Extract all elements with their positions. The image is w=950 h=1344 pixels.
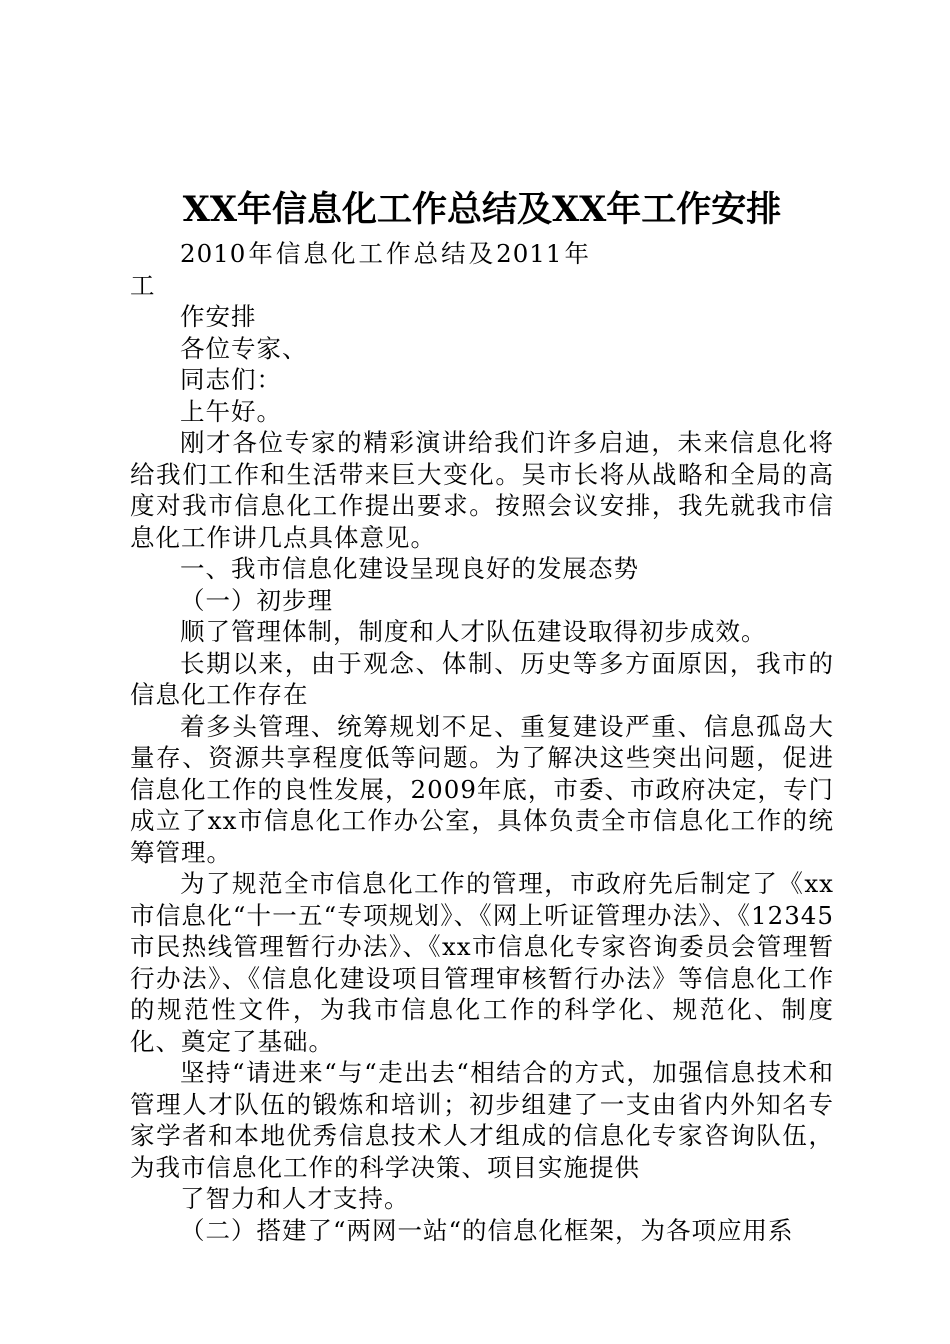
paragraph-regulations: 为了规范全市信息化工作的管理，市政府先后制定了《xx市信息化“十一五“专项规划》、《网上听证管理办法》、《12345市民热线管理暂行办法》、《xx市信息化专家咨询委员会管理暂行办法》、《信息化建设项目管理审核暂行办法》等信息化工作的规范性文件，为我市信息化工作的科学化、规范化、制度化、奠定了基础。 xyxy=(130,869,834,1056)
paragraph-management-system: 顺了管理体制，制度和人才队伍建设取得初步成效。 xyxy=(180,617,767,646)
paragraph-greeting-comrades: 同志们： xyxy=(180,365,282,394)
subsection-heading-1: （一）初步理 xyxy=(180,585,333,615)
paragraph-subtitle-line-2: 作安排 xyxy=(180,302,257,331)
paragraph-problems: 着多头管理、统筹规划不足、重复建设严重、信息孤岛大量存、资源共享程度低等问题。为了解决这些突出问题，促进信息化工作的良性发展，2009年底，市委、市政府决定，专门成立了xx市信息化工作办公室，具体负责全市信息化工作的统筹管理。 xyxy=(130,711,834,867)
paragraph-good-morning: 上午好。 xyxy=(180,396,282,426)
section-heading-1: 一、我市信息化建设呈现良好的发展态势 xyxy=(180,554,639,583)
paragraph-subtitle-line-1: 2010年信息化工作总结及2011年工 xyxy=(130,239,590,300)
document-title: XX年信息化工作总结及XX年工作安排 xyxy=(182,189,782,230)
document-page xyxy=(130,186,834,1246)
subsection-heading-2: （二）搭建了“两网一站“的信息化框架，为各项应用系 xyxy=(180,1215,794,1245)
paragraph-greeting-experts: 各位专家、 xyxy=(180,333,308,363)
document-body xyxy=(130,238,834,1246)
paragraph-long-term: 长期以来，由于观念、体制、历史等多方面原因，我市的信息化工作存在 xyxy=(130,648,834,709)
paragraph-talent: 坚持“请进来“与“走出去“相结合的方式，加强信息技术和管理人才队伍的锻炼和培训；初步组建了一支由省内外知名专家学者和本地优秀信息技术人才组成的信息化专家咨询队伍，为我市信息化工作的科学决策、项目实施提供 xyxy=(130,1058,834,1182)
paragraph-support: 了智力和人才支持。 xyxy=(180,1184,410,1213)
paragraph-intro: 刚才各位专家的精彩演讲给我们许多启迪，未来信息化将给我们工作和生活带来巨大变化。吴市长将从战略和全局的高度对我市信息化工作提出要求。按照会议安排，我先就我市信息化工作讲几点具体意见。 xyxy=(130,428,834,552)
